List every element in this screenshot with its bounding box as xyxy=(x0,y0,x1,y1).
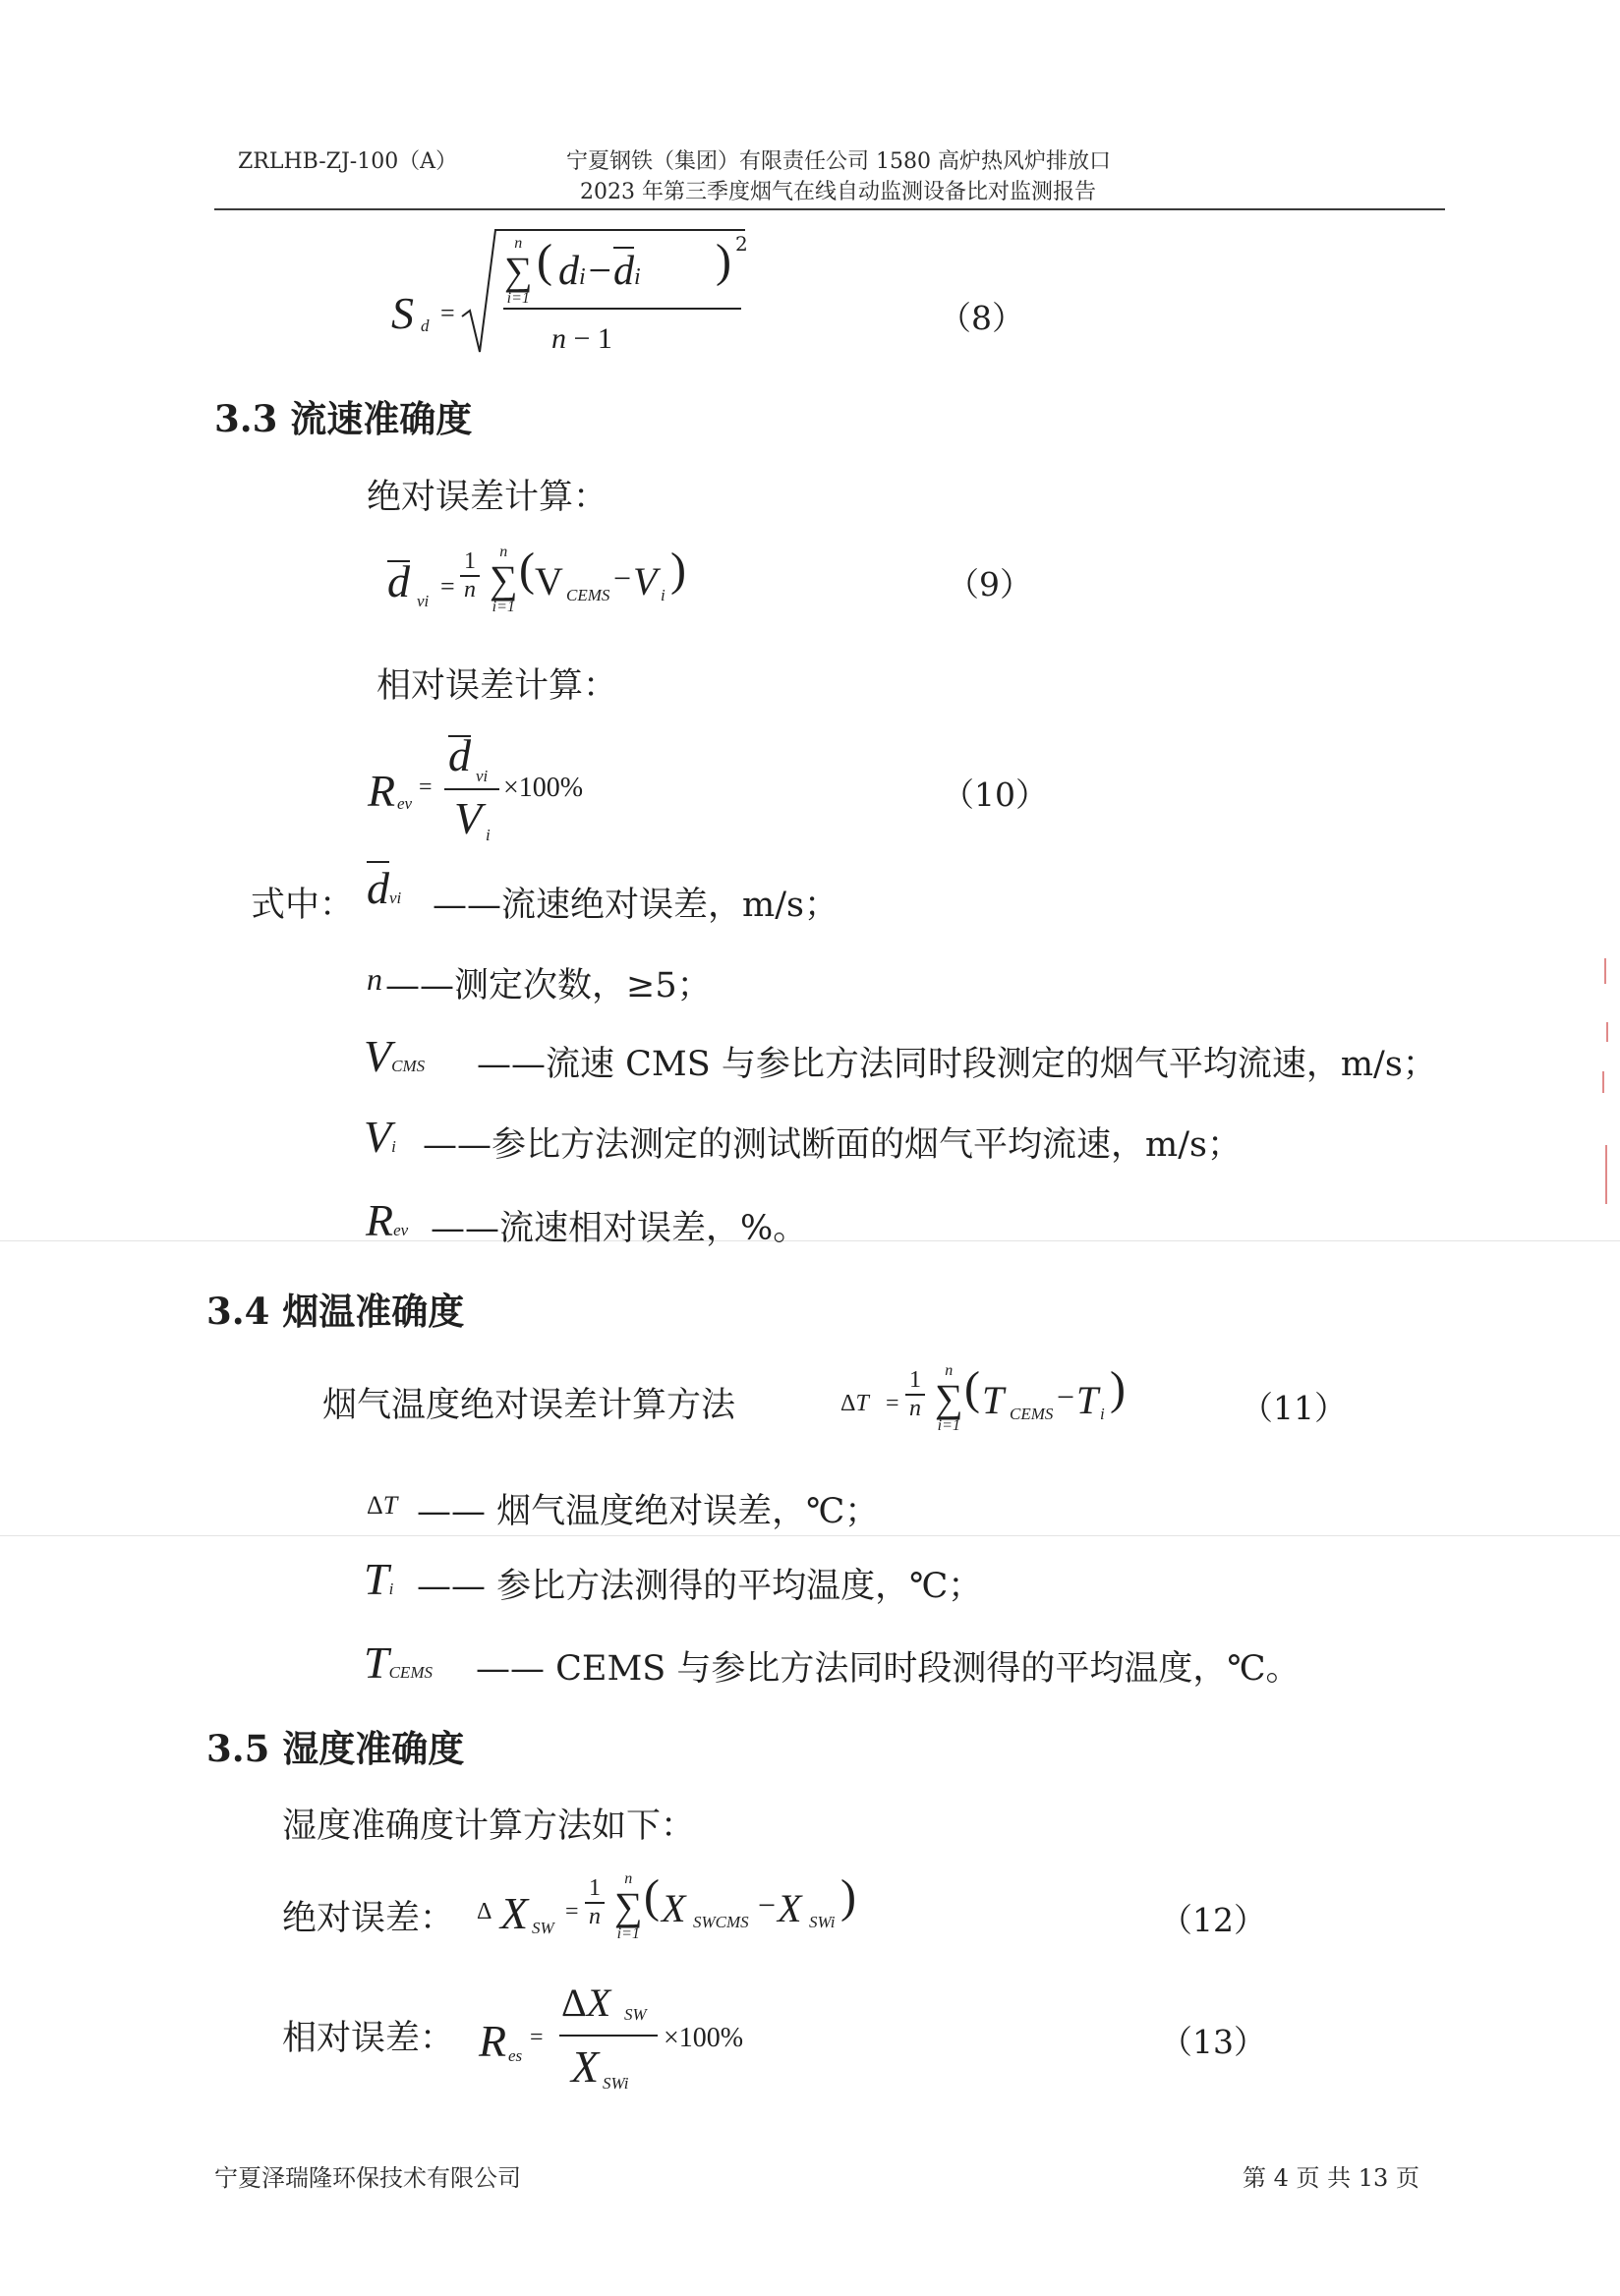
eq-8-number: （8） xyxy=(939,299,1024,337)
header-rule xyxy=(214,208,1445,210)
def-rev: ——流速相对误差，%。 xyxy=(431,1209,808,1248)
humidity-rel-label: 相对误差： xyxy=(282,2019,455,2058)
red-margin-mark xyxy=(1605,1145,1607,1204)
def-delta-t-symbol: ΔT xyxy=(367,1491,398,1520)
eq-12-number: （12） xyxy=(1160,1901,1266,1939)
eq-11-number: （11） xyxy=(1241,1389,1347,1427)
footer-company: 宁夏泽瑞隆环保技术有限公司 xyxy=(214,2164,521,2192)
eq-9-number: （9） xyxy=(947,565,1032,603)
formula-9: d vi = $\frac{1}{n}$ n ∑ i=1 ( V CEMS − V i ) xyxy=(387,544,686,615)
scan-artifact xyxy=(0,1535,1620,1536)
section-3-4-heading: 3.4 烟温准确度 xyxy=(206,1290,465,1333)
def-n-symbol: n xyxy=(367,961,382,997)
def-rev-symbol: Rev xyxy=(366,1195,409,1245)
def-tcems: —— CEMS 与参比方法同时段测得的平均温度，℃。 xyxy=(476,1649,1301,1689)
red-margin-mark xyxy=(1602,1071,1604,1093)
def-n: ——测定次数，≥5； xyxy=(385,966,712,1005)
abs-error-label: 绝对误差计算： xyxy=(367,478,608,517)
header-title-line1: 宁夏钢铁（集团）有限责任公司 1580 高炉热风炉排放口 xyxy=(566,149,1111,174)
header-title-line2: 2023 年第三季度烟气在线自动监测设备比对监测报告 xyxy=(580,180,1096,204)
humidity-abs-label: 绝对误差： xyxy=(282,1899,455,1938)
temp-method-label: 烟气温度绝对误差计算方法 xyxy=(322,1386,736,1425)
eq-10-number: （10） xyxy=(942,775,1048,814)
def-ti-symbol: Ti xyxy=(364,1554,394,1604)
section-3-3-heading: 3.3 流速准确度 xyxy=(214,397,473,440)
rel-error-label: 相对误差计算： xyxy=(376,666,618,706)
formula-11: ΔT = $\frac{1}{n}$ n ∑ i=1 ( T CEMS − T i ) xyxy=(840,1362,1126,1434)
footer-page-number: 第 4 页 共 13 页 xyxy=(1243,2164,1419,2192)
def-delta-t: —— 烟气温度绝对误差，℃； xyxy=(417,1492,880,1531)
def-dvi-symbol: dvi xyxy=(367,863,402,913)
red-margin-mark xyxy=(1606,1022,1608,1042)
formula-12: Δ X SW = $\frac{1}{n}$ n ∑ i=1 ( X SWCMS − X SWi ) xyxy=(477,1870,856,1942)
red-margin-mark xyxy=(1604,958,1606,984)
def-tcems-symbol: TCEMS xyxy=(364,1637,433,1688)
def-vi: ——参比方法测定的测试断面的烟气平均流速，m/s； xyxy=(423,1125,1242,1165)
scan-artifact xyxy=(0,1240,1620,1241)
where-label: 式中： xyxy=(251,886,355,925)
def-vcms: ——流速 CMS 与参比方法同时段测定的烟气平均流速，m/s； xyxy=(477,1045,1437,1084)
section-3-5-heading: 3.5 湿度准确度 xyxy=(206,1727,465,1770)
def-dvi: ——流速绝对误差，m/s； xyxy=(433,886,839,925)
humidity-intro: 湿度准确度计算方法如下： xyxy=(282,1807,696,1846)
def-vcms-symbol: VCMS xyxy=(364,1031,426,1081)
formula-10: R ev = d vi V i ×100% xyxy=(368,730,584,844)
def-ti: —— 参比方法测得的平均温度，℃； xyxy=(417,1567,983,1606)
eq-13-number: （13） xyxy=(1160,2023,1266,2061)
def-vi-symbol: Vi xyxy=(364,1112,396,1162)
formula-13: R es = ΔX SW X SWi ×100% xyxy=(479,1980,744,2093)
doc-code: ZRLHB-ZJ-100（A） xyxy=(238,149,458,174)
